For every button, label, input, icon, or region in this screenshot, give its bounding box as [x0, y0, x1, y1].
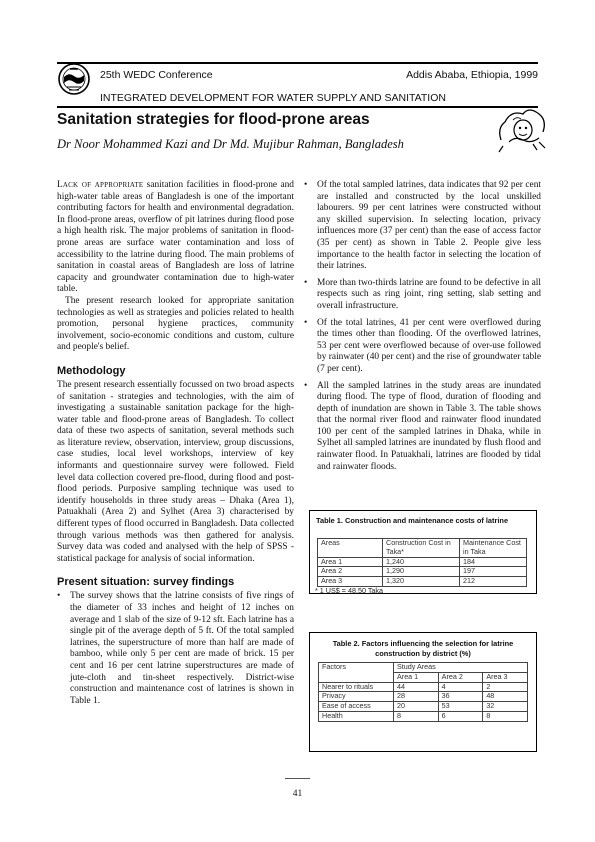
table-cell: 212: [460, 577, 527, 587]
table-cell: 1,290: [383, 567, 460, 577]
intro-lead-in: Lack of appropriate: [57, 180, 144, 190]
table-header-cell: Factors: [319, 663, 394, 683]
table-cell: 28: [394, 692, 439, 702]
list-item: • All the sampled latrines in the study areas are inundated during flood. The type of flood, duration of flooding and depth of inundation are shown in Table 3. The table shows that the normal river flood and rainwater flood inundated 100 per cent of the sampled latrines in Dhaka, while in Sylhet all sampled latrines are inundated by flush flood and rainwater flood. In Patuakhali, latrines are flooded by tidal and rainwater floods.: [304, 381, 541, 474]
table-header-row: [318, 539, 527, 558]
table-row: [318, 577, 527, 587]
right-column: [304, 180, 541, 478]
table-cell: 20: [394, 702, 439, 712]
paper-authors: Dr Noor Mohammed Kazi and Dr Md. Mujibur Rahman, Bangladesh: [57, 137, 404, 151]
table-cell: 8: [483, 711, 528, 721]
table-header-cell: Area 1: [394, 672, 439, 682]
table-2-caption: Table 2. Factors influencing the selection for latrine construction by district (%): [332, 639, 514, 658]
findings-list-continued: [304, 180, 541, 473]
table-cell: 8: [394, 711, 439, 721]
table-cell: Ease of access: [319, 702, 394, 712]
table-cell: 1,320: [383, 577, 460, 587]
conference-theme: INTEGRATED DEVELOPMENT FOR WATER SUPPLY AND SANITATION: [100, 92, 446, 104]
table-header-cell: Study Areas: [394, 663, 528, 673]
header-top-rule: [57, 62, 538, 64]
table-header-cell: Area 2: [438, 672, 483, 682]
table-cell: 4: [438, 682, 483, 692]
conference-name: 25th WEDC Conference: [100, 69, 213, 81]
table-row: [319, 682, 528, 692]
table-cell: Nearer to rituals: [319, 682, 394, 692]
methodology-heading: Methodology: [57, 364, 126, 377]
table-header-cell: Areas: [318, 539, 383, 558]
table-2: [318, 662, 528, 722]
table-cell: 184: [460, 557, 527, 567]
page-number: 41: [292, 789, 303, 799]
table-header-cell: Area 3: [483, 672, 528, 682]
table-1-caption: Table 1. Construction and maintenance costs of latrine: [316, 516, 509, 525]
table-header-row: [319, 663, 528, 673]
wedc-logo-icon: [58, 63, 90, 95]
paper-title: Sanitation strategies for flood-prone areas: [57, 111, 370, 128]
cartoon-figure-icon: [493, 100, 551, 154]
conference-location: Addis Ababa, Ethiopia, 1999: [406, 69, 538, 81]
table-cell: 32: [483, 702, 528, 712]
table-cell: 197: [460, 567, 527, 577]
intro-paragraph-2: The present research looked for appropriate sanitation technologies as well as strategies and policies related to health promotion, personal hygiene practices, community involvement, socio-economic conditions and custom, culture and people's belief.: [57, 295, 294, 353]
list-item: • Of the total sampled latrines, data indicates that 92 per cent are installed and constructed by the local unskilled labourers. 99 per cent latrines were constructed without any skilled supervision. In selecting location, privacy influences more (37 per cent) than the ease of access factor (35 per cent) as shown in Table 2. People give less importance to the health factor in selecting the location of their latrines.: [304, 180, 541, 273]
table-cell: Health: [319, 711, 394, 721]
table-cell: 36: [438, 692, 483, 702]
header-bottom-rule: [57, 106, 538, 108]
table-cell: 48: [483, 692, 528, 702]
findings-heading: Present situation: survey findings: [57, 576, 235, 589]
table-cell: Area 2: [318, 567, 383, 577]
findings-bullet: • The survey shows that the latrine consists of five rings of the diameter of 33 inches and height of 12 inches on average and 1 slab of the size of 9-12 sft. Each latrine has a single pit of the average depth of 5 ft. Of the total sampled latrines, the superstructure of more than half are made of bamboo, while only 5 per cent are made of brick. 15 per cent and 16 per cent latrine superstructures are made of jute-cloth and tin-sheet respectively. District-wise construction and maintenance cost of latrines is shown in Table 1.: [57, 591, 294, 707]
table-cell: Area 3: [318, 577, 383, 587]
page-number-rule: [285, 778, 310, 779]
table-cell: Area 1: [318, 557, 383, 567]
table-cell: 6: [438, 711, 483, 721]
table-2-box: [309, 632, 537, 752]
list-item: • Of the total latrines, 41 per cent were overflowed during the times other than flooding. Of the overflowed latrines, 53 per cent were overflowed because of over-use followed by rainwater (40 per cent) and the rise of groundwater table (7 per cent).: [304, 318, 541, 376]
table-row: [318, 557, 527, 567]
table-cell: 2: [483, 682, 528, 692]
table-row: [318, 567, 527, 577]
table-header-cell: Construction Cost in Taka*: [383, 539, 460, 558]
table-cell: 1,240: [383, 557, 460, 567]
table-1-footnote: * 1 US$ = 48.50 Taka: [315, 586, 383, 595]
table-header-cell: Maintenance Cost in Taka: [460, 539, 527, 558]
table-cell: 53: [438, 702, 483, 712]
table-cell: 44: [394, 682, 439, 692]
list-item: • More than two-thirds latrine are found to be defective in all respects such as ring joint, ring setting, slab setting and overall infrastructure.: [304, 278, 541, 313]
methodology-paragraph: The present research essentially focussed on two broad aspects of sanitation - strategies and technologies, with the aim of investigating a sustainable sanitation package for the high-water table and flood-prone areas of Bangladesh. To collect data of these two aspects of sanitation, several methods such as literature review, observation, interview, group discussions, case studies, local level workshops, interview of key informants and questionnaire survey were followed. Field level data collection covered pre-flood, during flood and post-flood periods. Purposive sampling technique was used to identify households in three study areas – Dhaka (Area 1), Patuakhali (Area 2) and Sylhet (Area 3) characterised by different types of flood occurred in Bangladesh. Data collected through various methods was then gathered for analysis. Survey data was coded and analysed with the help of SPSS - statistical package for analysis of social information.: [57, 379, 294, 564]
table-cell: Privacy: [319, 692, 394, 702]
left-column: [57, 180, 294, 712]
intro-paragraph: [57, 180, 294, 296]
table-1-box: [309, 510, 537, 594]
findings-list: [57, 591, 294, 707]
table-row: [319, 702, 528, 712]
table-1: [317, 538, 527, 587]
intro-text: sanitation facilities in flood-prone and high-water table areas of Bangladesh is one of the important contributing factors for health and environmental degradation. In flood-prone areas, overflow of pit latrines during flood pose a high health risk. The major problems of sanitation in flood-prone areas are surface water contamination and loss of accessibility to the latrine during flood. The main problems of sanitation in coastal areas of Bangladesh are loss of latrine capacity and groundwater contamination due to high-water table.: [57, 180, 294, 295]
table-row: [319, 711, 528, 721]
